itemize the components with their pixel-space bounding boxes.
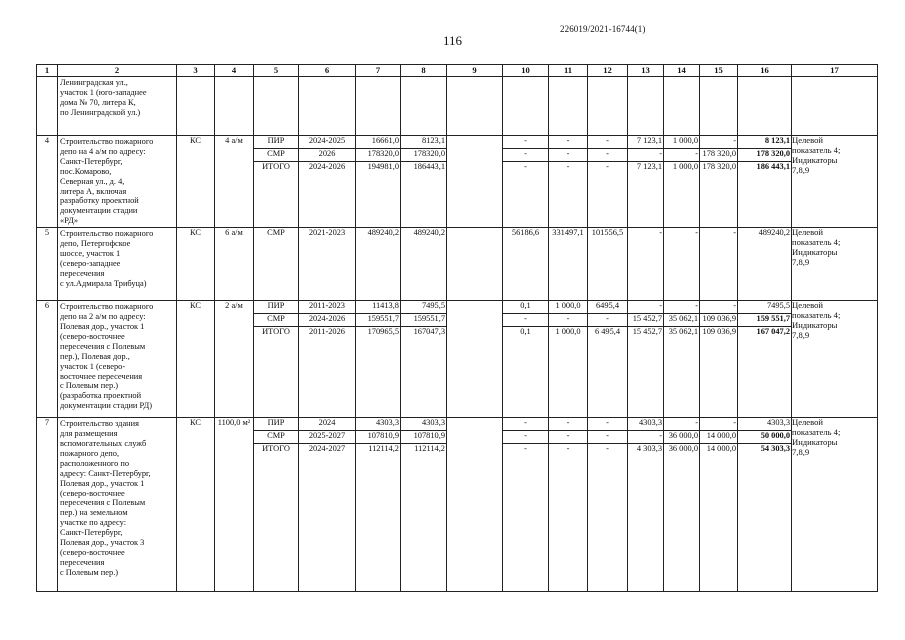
- note-line: Целевой: [792, 417, 824, 428]
- value-c11: -: [549, 149, 587, 162]
- description-line: (северо-западнее: [60, 258, 121, 268]
- description-line: вспомогательных служб: [60, 438, 147, 448]
- value-c14: 36 000,0: [664, 431, 699, 444]
- value-c7: 4303,3: [356, 418, 400, 431]
- object-capacity: [215, 77, 254, 136]
- value-c16: 167 047,2: [756, 327, 790, 337]
- column-header-15: 15: [700, 65, 738, 77]
- cell-c12: [588, 77, 628, 136]
- cell-c10: [503, 301, 549, 418]
- value-c7: 178320,0: [356, 149, 400, 162]
- description-line: документации стадии: [60, 206, 138, 216]
- program-table: [36, 64, 878, 592]
- value-c15: 178 320,0: [702, 162, 736, 171]
- description-line: участок 1 (северо-: [60, 361, 126, 371]
- column-header-12: 12: [588, 65, 628, 77]
- object-type: КС: [177, 301, 215, 418]
- value-work: ПИР: [254, 301, 298, 314]
- note-line: Индикаторы: [792, 154, 838, 165]
- description-line: дома № 70, литера К,: [60, 97, 136, 107]
- cell-c14: [664, 136, 700, 228]
- object-capacity: 2 а/м: [215, 301, 254, 418]
- value-c13: 7 123,1: [628, 136, 663, 149]
- value-c9: [447, 148, 502, 160]
- value-c14: -: [664, 149, 699, 162]
- value-c7: 489240,2: [367, 228, 399, 238]
- value-c7: 170965,5: [367, 327, 399, 337]
- description-line: пересечения с Полевым: [60, 498, 146, 508]
- cell-c13: [628, 418, 664, 592]
- value-c11: -: [549, 136, 587, 149]
- column-header-10: 10: [503, 65, 549, 77]
- description-line: Санкт-Петербург,: [60, 528, 123, 538]
- description-line: адресу: Санкт-Петербург,: [60, 468, 151, 478]
- document-number: 226019/2021-16744(1): [560, 24, 646, 34]
- column-header-9: 9: [447, 65, 503, 77]
- value-c9: [447, 228, 502, 240]
- value-c15: 178 320,0: [700, 149, 737, 162]
- cell-c16: [738, 228, 792, 301]
- value-c7: 159551,7: [356, 314, 400, 327]
- value-c10: 56186,6: [511, 228, 540, 238]
- column-header-17: 17: [792, 65, 878, 77]
- note-line: 7,8,9: [792, 446, 810, 457]
- column-header-1: 1: [37, 65, 58, 77]
- description-line: разработку проектной: [60, 196, 139, 206]
- column-header-11: 11: [549, 65, 588, 77]
- cell-c11: [549, 77, 588, 136]
- cell-c16: [738, 301, 792, 418]
- cell-work: [254, 77, 299, 136]
- row-number: 5: [37, 228, 58, 301]
- value-years: 2011-2026: [309, 327, 345, 337]
- value-c11: -: [549, 314, 587, 327]
- value-c8: 167047,3: [413, 327, 445, 337]
- cell-c11: [549, 418, 588, 592]
- cell-c14: [664, 301, 700, 418]
- value-c13: -: [628, 431, 663, 444]
- column-header-16: 16: [738, 65, 792, 77]
- value-work: СМР: [267, 228, 285, 238]
- row-number: 7: [37, 418, 58, 592]
- cell-years: [299, 228, 356, 301]
- table-row: [37, 301, 878, 418]
- value-c11: -: [566, 162, 570, 171]
- value-c12: -: [588, 149, 627, 162]
- column-header-row: [37, 65, 878, 77]
- description-line: участке по адресу:: [60, 518, 127, 528]
- description-line: участок 1 (юго-западнее: [60, 87, 147, 97]
- object-type: КС: [177, 136, 215, 228]
- object-capacity: 1100,0 м²: [215, 418, 254, 592]
- description-line: Северная ул., д. 4,: [60, 176, 125, 186]
- value-c16: 186 443,1: [756, 162, 790, 171]
- cell-c11: [549, 228, 588, 301]
- value-c14: -: [695, 228, 698, 238]
- note-line: 7,8,9: [792, 329, 810, 340]
- indicator-note: [792, 136, 878, 228]
- row-number: 4: [37, 136, 58, 228]
- cell-c16: [738, 77, 792, 136]
- value-c8: 4303,3: [401, 418, 446, 431]
- value-c10: -: [524, 162, 527, 171]
- description-line: депо на 2 а/м по адресу:: [60, 312, 146, 322]
- value-c15: 14 000,0: [706, 444, 736, 454]
- cell-c15: [700, 228, 738, 301]
- cell-c10: [503, 77, 549, 136]
- description-line: (северо-восточнее: [60, 331, 125, 341]
- indicator-note: [792, 301, 878, 418]
- object-description: [58, 228, 177, 301]
- note-line: показатель 4;: [792, 427, 841, 438]
- value-c14: 1 000,0: [664, 136, 699, 149]
- value-c9: [447, 442, 502, 454]
- cell-c7: [356, 136, 401, 228]
- value-c13: 7 123,1: [636, 162, 662, 171]
- column-header-14: 14: [664, 65, 700, 77]
- cell-c8: [401, 136, 447, 228]
- cell-c8: [401, 301, 447, 418]
- cell-c12: [588, 301, 628, 418]
- indicator-note: [792, 228, 878, 301]
- cell-years: [299, 418, 356, 592]
- description-line: Ленинградская ул.,: [60, 78, 128, 87]
- description-line: Строительство пожарного: [60, 302, 154, 312]
- value-c10: 0,1: [520, 327, 531, 337]
- value-years: 2011-2023: [299, 301, 355, 314]
- value-c8: 8123,1: [401, 136, 446, 149]
- column-header-5: 5: [254, 65, 299, 77]
- value-c14: -: [664, 301, 699, 314]
- note-line: показатель 4;: [792, 144, 841, 155]
- column-header-3: 3: [177, 65, 215, 77]
- cell-c14: [664, 418, 700, 592]
- cell-c12: [588, 136, 628, 228]
- row-number: 6: [37, 301, 58, 418]
- description-line: (разработка проектной: [60, 391, 142, 401]
- value-c15: -: [700, 301, 737, 314]
- value-c10: -: [524, 444, 527, 454]
- cell-c13: [628, 136, 664, 228]
- cell-c9: [447, 301, 503, 418]
- value-c9: [447, 430, 502, 442]
- description-line: для размещения: [60, 429, 118, 439]
- value-c9: [447, 325, 502, 337]
- value-c7: 11413,8: [356, 301, 400, 314]
- value-c11: -: [566, 444, 570, 454]
- value-c12: -: [606, 444, 609, 454]
- value-work: ИТОГО: [262, 444, 290, 454]
- description-line: депо на 4 а/м по адресу:: [60, 146, 146, 156]
- cell-c15: [700, 77, 738, 136]
- object-type: [177, 77, 215, 136]
- cell-c8: [401, 77, 447, 136]
- cell-c10: [503, 228, 549, 301]
- cell-c16: [738, 418, 792, 592]
- description-line: пересечения с Полевым: [60, 341, 146, 351]
- value-c12: 101556,5: [591, 228, 624, 238]
- value-c12: -: [588, 431, 627, 444]
- description-line: Строительство здания: [60, 419, 139, 429]
- value-c14: -: [664, 418, 699, 431]
- description-line: пер.) на земельном: [60, 508, 128, 518]
- note-line: Целевой: [792, 135, 824, 145]
- description-line: с ул.Адмирала Трибуца): [60, 278, 147, 288]
- value-years: 2024: [299, 418, 355, 431]
- value-years: 2024-2027: [308, 444, 346, 454]
- cell-work: [254, 301, 299, 418]
- cell-c14: [664, 77, 700, 136]
- value-work: ПИР: [254, 136, 298, 149]
- value-work: ПИР: [254, 418, 298, 431]
- value-c9: [447, 418, 502, 430]
- description-line: с Полевым пер.): [60, 381, 119, 391]
- value-c8: 178320,0: [401, 149, 446, 162]
- value-c12: -: [588, 418, 627, 431]
- value-c10: 0,1: [503, 301, 548, 314]
- cell-c15: [700, 418, 738, 592]
- object-capacity: 4 а/м: [215, 136, 254, 228]
- value-c12: 6495,4: [588, 301, 627, 314]
- description-line: расположенного по: [60, 458, 130, 468]
- object-description: [58, 301, 177, 418]
- cell-years: [299, 77, 356, 136]
- table-row: [37, 136, 878, 228]
- table-row: [37, 418, 878, 592]
- column-header-7: 7: [356, 65, 401, 77]
- cell-c11: [549, 301, 588, 418]
- value-c8: 107810,9: [401, 431, 446, 444]
- value-c16: 489240,2: [758, 228, 790, 238]
- description-line: Полевая дор., участок 1: [60, 321, 145, 331]
- cell-c9: [447, 418, 503, 592]
- object-description: [58, 418, 177, 592]
- cell-work: [254, 228, 299, 301]
- description-line: Строительство пожарного: [60, 229, 154, 239]
- cell-c15: [700, 301, 738, 418]
- note-line: Индикаторы: [792, 246, 838, 257]
- column-header-4: 4: [215, 65, 254, 77]
- value-work: СМР: [254, 149, 298, 162]
- value-c7: 16661,0: [356, 136, 400, 149]
- value-years: 2024-2026: [299, 314, 355, 327]
- value-c8: 7495,5: [401, 301, 446, 314]
- note-line: показатель 4;: [792, 237, 841, 248]
- value-work: СМР: [254, 431, 298, 444]
- value-c8: 112114,2: [414, 444, 445, 454]
- note-line: Индикаторы: [792, 436, 838, 447]
- cell-years: [299, 136, 356, 228]
- description-line: пересечения: [60, 557, 105, 567]
- value-c13: -: [659, 228, 662, 238]
- description-line: (северо-восточнее: [60, 488, 125, 498]
- value-work: ИТОГО: [262, 162, 290, 171]
- description-line: восточнее пересечения: [60, 371, 143, 381]
- value-c10: -: [503, 149, 548, 162]
- cell-c7: [356, 77, 401, 136]
- cell-work: [254, 136, 299, 228]
- value-c13: -: [628, 149, 663, 162]
- value-years: 2026: [299, 149, 355, 162]
- cell-c8: [401, 228, 447, 301]
- description-line: с Полевым пер.): [60, 567, 119, 577]
- value-c8: 159551,7: [401, 314, 446, 327]
- value-c8: 489240,2: [413, 228, 445, 238]
- cell-work: [254, 418, 299, 592]
- value-c16: 8 123,1: [738, 136, 791, 149]
- value-c10: -: [503, 136, 548, 149]
- cell-c13: [628, 77, 664, 136]
- note-line: 7,8,9: [792, 164, 810, 175]
- indicator-note: [792, 77, 878, 136]
- value-c11: 331497,1: [552, 228, 584, 238]
- value-c16: 54 303,3: [760, 444, 790, 454]
- value-c10: -: [503, 418, 548, 431]
- value-c13: 15 452,7: [632, 327, 662, 337]
- description-line: «РД»: [60, 216, 79, 226]
- value-c14: 36 000,0: [668, 444, 698, 454]
- value-c11: 1 000,0: [549, 301, 587, 314]
- cell-years: [299, 301, 356, 418]
- object-capacity: 6 а/м: [215, 228, 254, 301]
- value-c12: -: [606, 162, 609, 171]
- value-c11: -: [549, 418, 587, 431]
- value-c16: 50 000,0: [738, 431, 791, 444]
- value-c15: 109 036,9: [700, 314, 737, 327]
- object-type: КС: [177, 228, 215, 301]
- value-c10: -: [503, 314, 548, 327]
- value-c7: 112114,2: [368, 444, 399, 454]
- cell-c9: [447, 228, 503, 301]
- value-c13: 15 452,7: [628, 314, 663, 327]
- description-line: пересечения: [60, 268, 105, 278]
- value-c16: 159 551,7: [738, 314, 791, 327]
- cell-c16: [738, 136, 792, 228]
- object-description: [58, 77, 177, 136]
- cell-c12: [588, 418, 628, 592]
- object-type: КС: [177, 418, 215, 592]
- value-c15: -: [700, 418, 737, 431]
- value-c15: 109 036,9: [702, 327, 736, 337]
- value-c13: -: [628, 301, 663, 314]
- description-line: пер.), Полевая дор.,: [60, 351, 130, 361]
- value-work: ИТОГО: [262, 327, 290, 337]
- description-line: пос.Комарово,: [60, 166, 112, 176]
- cell-c7: [356, 228, 401, 301]
- value-c9: [447, 136, 502, 148]
- cell-c11: [549, 136, 588, 228]
- description-line: по Ленинградской ул.): [60, 107, 141, 117]
- column-header-8: 8: [401, 65, 447, 77]
- value-work: СМР: [254, 314, 298, 327]
- indicator-note: [792, 418, 878, 592]
- description-line: Полевая дор., участок 1: [60, 478, 145, 488]
- value-c14: 1 000,0: [672, 162, 698, 171]
- page-number: 116: [442, 33, 463, 48]
- column-header-2: 2: [58, 65, 177, 77]
- description-line: Санкт-Петербург,: [60, 156, 123, 166]
- column-header-13: 13: [628, 65, 664, 77]
- value-c13: 4303,3: [628, 418, 663, 431]
- value-c16: 178 320,0: [738, 149, 791, 162]
- cell-c13: [628, 228, 664, 301]
- description-line: депо, Петергофское: [60, 239, 131, 249]
- value-c13: 4 303,3: [636, 444, 662, 454]
- cell-c9: [447, 77, 503, 136]
- value-c7: 194981,0: [367, 162, 399, 171]
- value-c14: 35 062,1: [664, 314, 699, 327]
- cell-c14: [664, 228, 700, 301]
- cell-c8: [401, 418, 447, 592]
- value-c16: 4303,3: [738, 418, 791, 431]
- description-line: документации стадии РД): [60, 401, 153, 411]
- note-line: Целевой: [792, 227, 824, 238]
- description-line: литера А, включая: [60, 186, 127, 196]
- cell-c15: [700, 136, 738, 228]
- value-c9: [447, 301, 502, 313]
- note-line: показатель 4;: [792, 310, 841, 321]
- value-c10: -: [503, 431, 548, 444]
- column-header-6: 6: [299, 65, 356, 77]
- note-line: 7,8,9: [792, 256, 810, 267]
- value-c9: [447, 160, 502, 172]
- description-line: (северо-восточнее: [60, 547, 125, 557]
- description-line: пожарного депо,: [60, 448, 120, 458]
- value-c7: 107810,9: [356, 431, 400, 444]
- cell-c10: [503, 418, 549, 592]
- description-line: Строительство пожарного: [60, 137, 154, 146]
- value-c12: -: [588, 314, 627, 327]
- cell-c9: [447, 136, 503, 228]
- cell-c12: [588, 228, 628, 301]
- cell-c7: [356, 301, 401, 418]
- cell-c13: [628, 301, 664, 418]
- note-line: Целевой: [792, 300, 824, 311]
- value-c14: 35 062,1: [668, 327, 698, 337]
- value-c11: -: [549, 431, 587, 444]
- description-line: Полевая дор., участок 3: [60, 538, 145, 548]
- cell-c7: [356, 418, 401, 592]
- value-c15: 14 000,0: [700, 431, 737, 444]
- table-row: [37, 228, 878, 301]
- table-row: [37, 77, 878, 136]
- value-c12: -: [588, 136, 627, 149]
- value-years: 2025-2027: [299, 431, 355, 444]
- cell-c10: [503, 136, 549, 228]
- value-c8: 186443,1: [413, 162, 445, 171]
- note-line: Индикаторы: [792, 319, 838, 330]
- value-c16: 7495,5: [738, 301, 791, 314]
- value-years: 2024-2026: [308, 162, 346, 171]
- value-years: 2024-2025: [299, 136, 355, 149]
- value-years: 2021-2023: [308, 228, 346, 238]
- value-c12: 6 495,4: [594, 327, 621, 337]
- row-number: [37, 77, 58, 136]
- value-c11: 1 000,0: [555, 327, 581, 337]
- object-description: [58, 136, 177, 228]
- value-c15: -: [733, 228, 736, 238]
- value-c9: [447, 313, 502, 325]
- value-c15: -: [700, 136, 737, 149]
- description-line: шоссе, участок 1: [60, 248, 121, 258]
